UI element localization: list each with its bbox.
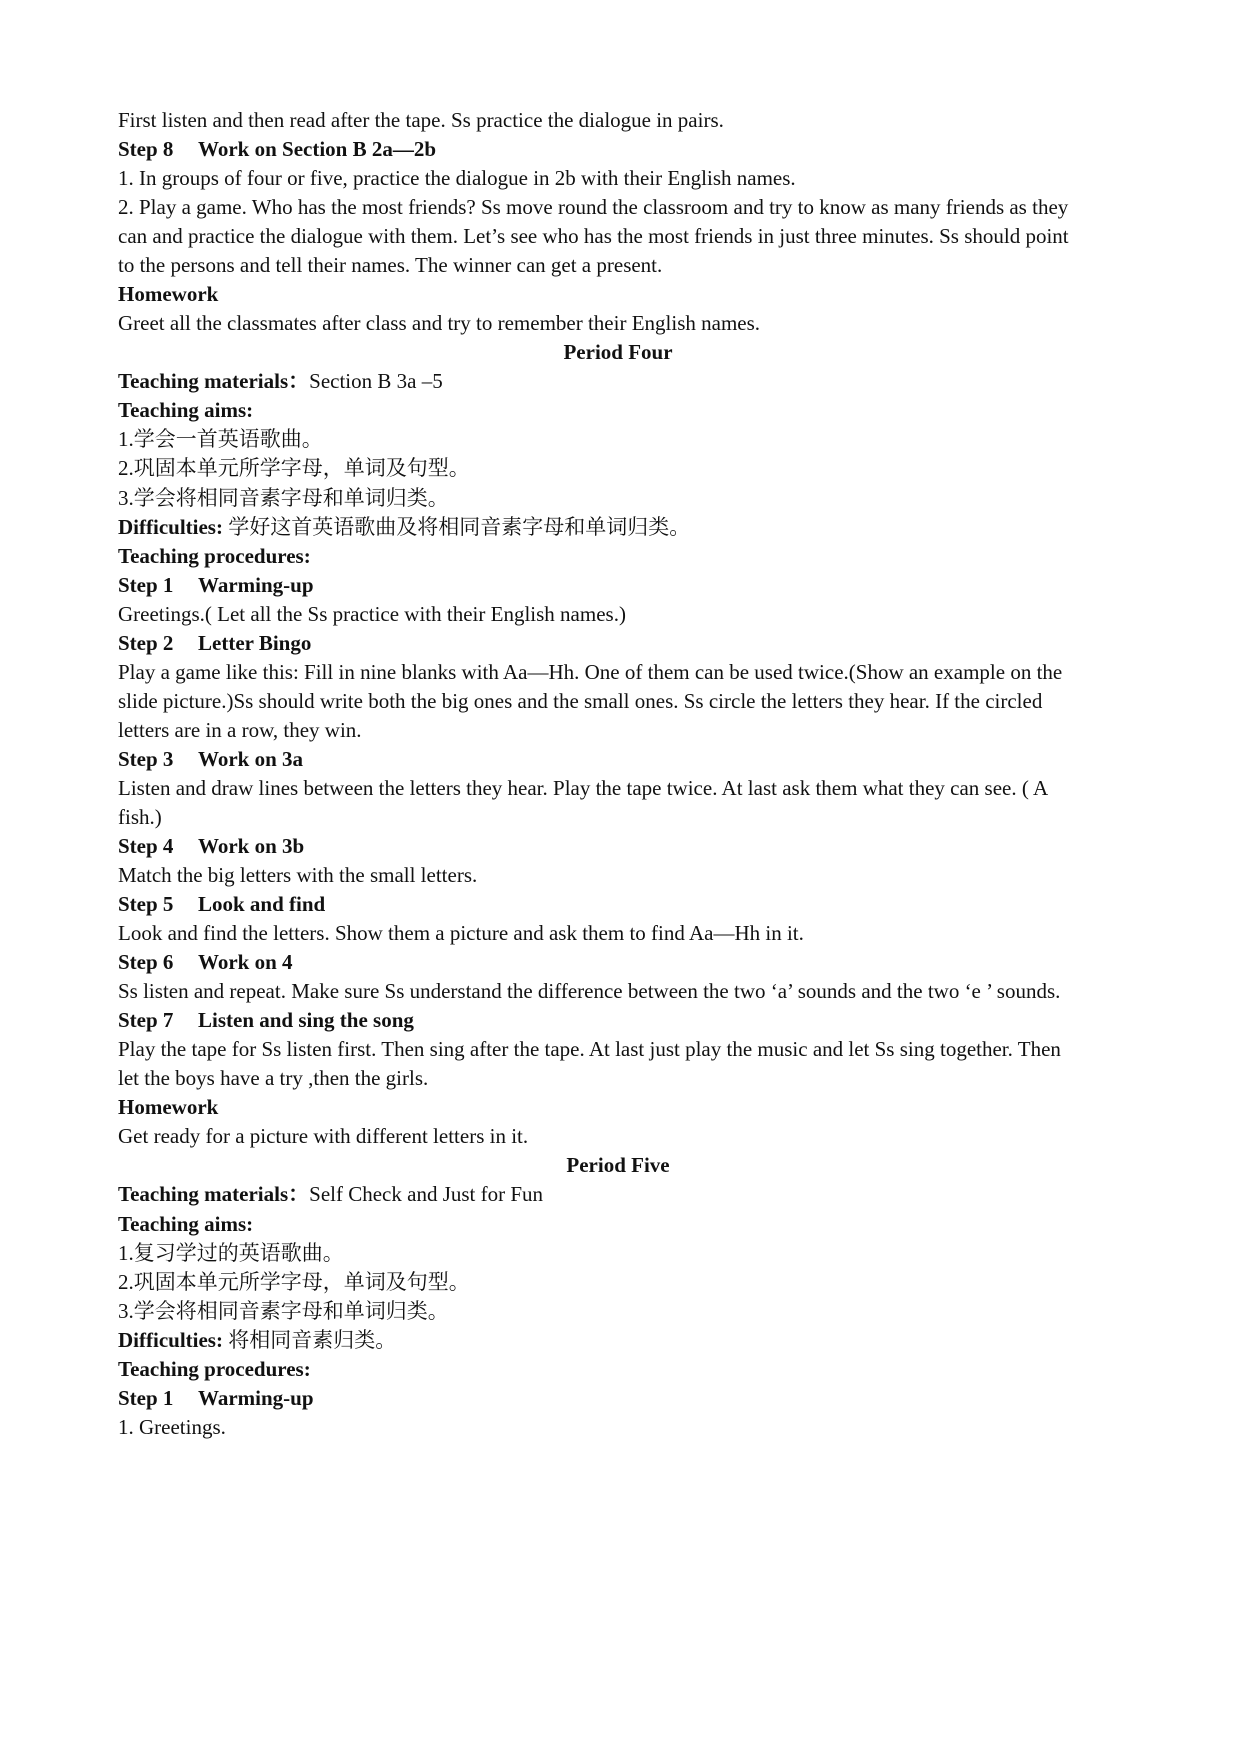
section-heading — [118, 1355, 1118, 1383]
body-text-line — [118, 1035, 1118, 1063]
body-text-line — [118, 1413, 1118, 1441]
step-title: Work on Section B 2a—2b — [198, 137, 437, 162]
section-heading — [118, 396, 1118, 424]
body-text: to the persons and tell their names. The winner can get a present. — [118, 253, 663, 278]
step-number: Step 1 — [118, 572, 174, 597]
step-title: Work on 4 — [198, 950, 293, 975]
period-title-text: Period Five — [566, 1153, 670, 1178]
section-heading-text: Teaching procedures: — [118, 1356, 311, 1381]
body-text-line — [118, 251, 1118, 279]
body-text-line — [118, 222, 1118, 250]
period-title — [118, 1151, 1118, 1179]
body-text-line — [118, 687, 1118, 715]
body-text-line — [118, 164, 1118, 192]
step-title: Listen and sing the song — [198, 1008, 414, 1033]
body-text-line — [118, 193, 1118, 221]
body-text-line — [118, 1122, 1118, 1150]
section-heading — [118, 542, 1118, 570]
body-text: let the boys have a try ,then the girls. — [118, 1066, 429, 1091]
line-label: Teaching materials： — [118, 1182, 310, 1207]
line-value: 学好这首英语歌曲及将相同音素字母和单词归类。 — [222, 514, 691, 539]
body-text-line — [118, 106, 1118, 134]
period-title — [118, 338, 1118, 366]
section-heading-text: Teaching aims: — [118, 1211, 254, 1236]
step-title: Warming-up — [198, 1385, 314, 1410]
line-value: Self Check and Just for Fun — [309, 1182, 544, 1207]
body-text-line — [118, 716, 1118, 744]
section-heading — [118, 280, 1118, 308]
body-text: Play a game like this: Fill in nine blanks with Aa—Hh. One of them can be used twice.(Show an example on the — [118, 659, 1063, 684]
line-value: Section B 3a –5 — [309, 369, 443, 394]
step-title: Work on 3b — [198, 834, 305, 858]
body-text: Match the big letters with the small letters. — [118, 863, 478, 888]
step-title: Warming-up — [198, 572, 314, 597]
step-number: Step 7 — [118, 1008, 174, 1033]
body-text: Greet all the classmates after class and try to remember their English names. — [118, 311, 761, 336]
body-text-line — [118, 1268, 1118, 1296]
body-text: fish.) — [118, 804, 162, 829]
body-text: 1.复习学过的英语歌曲。 — [118, 1240, 344, 1265]
line-label: Difficulties: — [118, 514, 223, 539]
step-title: Letter Bingo — [198, 630, 312, 655]
line-label: Difficulties: — [118, 1327, 223, 1352]
body-text-line — [118, 803, 1118, 831]
step-heading — [118, 629, 1118, 657]
line-value: 将相同音素归类。 — [222, 1327, 397, 1352]
labeled-line — [118, 1326, 1118, 1354]
body-text-line — [118, 1297, 1118, 1325]
labeled-line — [118, 367, 1118, 395]
body-text: Get ready for a picture with different letters in it. — [118, 1124, 529, 1149]
step-number: Step 6 — [118, 950, 174, 975]
body-text: 2.巩固本单元所学字母，单词及句型。 — [118, 456, 470, 481]
body-text: Look and find the letters. Show them a picture and ask them to find Aa—Hh in it. — [118, 921, 804, 946]
body-text-line — [118, 425, 1118, 453]
step-heading — [118, 1006, 1118, 1034]
body-text: 1.学会一首英语歌曲。 — [118, 427, 323, 452]
body-text: Greetings.( Let all the Ss practice with their English names.) — [118, 601, 626, 626]
section-heading — [118, 1093, 1118, 1121]
body-text-line — [118, 861, 1118, 889]
step-heading — [118, 890, 1118, 918]
body-text: Play the tape for Ss listen first. Then sing after the tape. At last just play the music and let Ss sing together. Then — [118, 1037, 1061, 1062]
section-heading-text: Teaching aims: — [118, 398, 254, 423]
body-text: can and practice the dialogue with them. Let’s see who has the most friends in just three minutes. Ss should point — [118, 224, 1069, 249]
body-text: 2.巩固本单元所学字母，单词及句型。 — [118, 1269, 470, 1294]
body-text-line — [118, 977, 1118, 1005]
labeled-line — [118, 1180, 1118, 1208]
section-heading-text: Teaching procedures: — [118, 543, 311, 568]
section-heading — [118, 1210, 1118, 1238]
body-text: 1. In groups of four or five, practice the dialogue in 2b with their English names. — [118, 166, 796, 191]
section-heading-text: Homework — [118, 282, 219, 307]
body-text-line — [118, 454, 1118, 482]
period-title-text: Period Four — [563, 340, 673, 365]
step-number: Step 2 — [118, 630, 174, 655]
body-text-line — [118, 658, 1118, 686]
body-text: 3.学会将相同音素字母和单词归类。 — [118, 1298, 449, 1323]
body-text: First listen and then read after the tape. Ss practice the dialogue in pairs. — [118, 108, 724, 132]
step-number: Step 5 — [118, 892, 174, 917]
step-number: Step 1 — [118, 1385, 174, 1410]
step-number: Step 8 — [118, 137, 174, 162]
step-heading — [118, 135, 1118, 163]
body-text-line — [118, 774, 1118, 802]
body-text: Ss listen and repeat. Make sure Ss understand the difference between the two ‘a’ sounds and the two ‘e ’ sounds. — [118, 979, 1061, 1004]
body-text: 1. Greetings. — [118, 1414, 226, 1439]
step-heading — [118, 1384, 1118, 1412]
step-heading — [118, 745, 1118, 773]
body-text-line — [118, 1239, 1118, 1267]
step-number: Step 3 — [118, 746, 174, 771]
body-text-line — [118, 1064, 1118, 1092]
body-text-line — [118, 484, 1118, 512]
body-text-line — [118, 600, 1118, 628]
step-heading — [118, 571, 1118, 599]
body-text-line — [118, 919, 1118, 947]
body-text: 3.学会将相同音素字母和单词归类。 — [118, 485, 449, 510]
step-heading — [118, 832, 1118, 860]
step-heading — [118, 948, 1118, 976]
body-text: slide picture.)Ss should write both the big ones and the small ones. Ss circle the letters they hear. If the circled — [118, 688, 1043, 713]
section-heading-text: Homework — [118, 1095, 219, 1120]
body-text-line — [118, 309, 1118, 337]
body-text: Listen and draw lines between the letters they hear. Play the tape twice. At last ask them what they can see. ( A — [118, 775, 1049, 800]
body-text: 2. Play a game. Who has the most friends? Ss move round the classroom and try to know as many friends as they — [118, 195, 1069, 220]
labeled-line — [118, 513, 1118, 541]
step-title: Work on 3a — [198, 746, 304, 771]
step-title: Look and find — [198, 892, 326, 917]
line-label: Teaching materials： — [118, 369, 310, 394]
step-number: Step 4 — [118, 834, 174, 858]
body-text: letters are in a row, they win. — [118, 717, 362, 742]
